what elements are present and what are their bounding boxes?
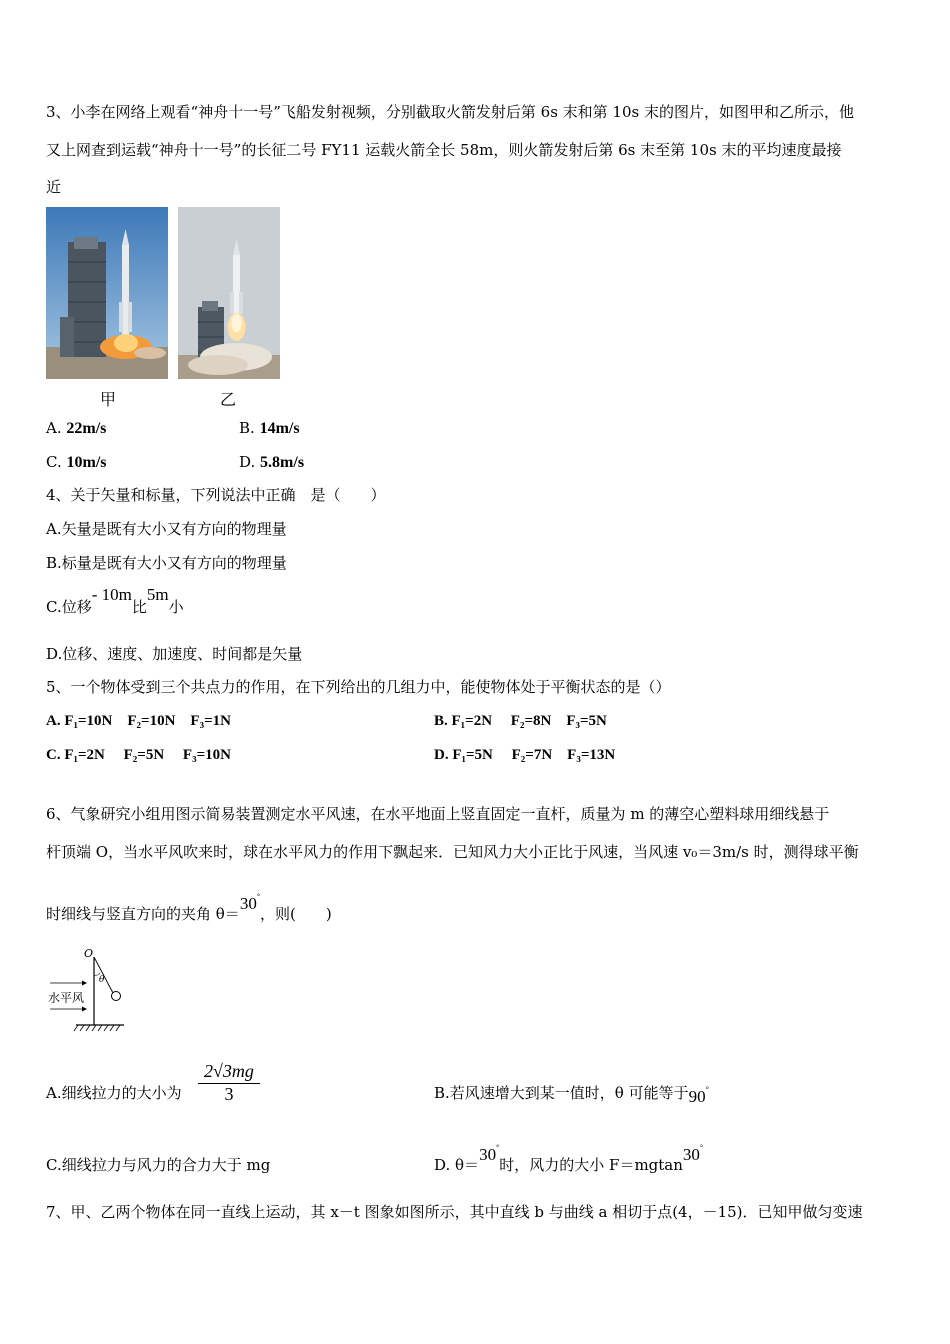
q6-stem-line2: 杆顶端 O，当水平风吹来时，球在水平风力的作用下飘起来．已知风力大小正比于风速，当风速 v₀＝3m/s 时，测得球平衡: [46, 843, 859, 861]
degree-mark: °: [256, 892, 261, 901]
q4-option-c: [46, 585, 184, 617]
degree-mark: °: [699, 1143, 704, 1152]
photo-caption-yi: 乙: [220, 390, 237, 409]
q4-stem: 4、关于矢量和标量，下列说法中正确 是（ ）: [46, 486, 386, 504]
option-a-text: A.细线拉力的大小为: [46, 1084, 182, 1102]
q5-option-c: C. F₁=2N F₂=5N F₃=10N: [46, 747, 231, 763]
option-value: 10m/s: [66, 454, 107, 471]
q5-option-b: B. F₁=2N F₂=8N F₃=5N: [434, 713, 607, 729]
q4-option-d: D.位移、速度、加速度、时间都是矢量: [46, 645, 303, 663]
option-b-text: B.若风速增大到某一值时，θ 可能等于: [434, 1084, 689, 1102]
option-value: 22m/s: [66, 420, 107, 437]
q6-line3-suffix: ，则( ): [260, 905, 332, 923]
option-c-compare: 比: [131, 598, 147, 616]
angle-30: [683, 1145, 703, 1164]
q6-line3-prefix: 时细线与竖直方向的夹角 θ＝: [46, 905, 240, 923]
q3-stem-line3: 近: [46, 178, 62, 196]
q5-stem: 5、一个物体受到三个共点力的作用，在下列给出的几组力中，能使物体处于平衡状态的是（）: [46, 678, 671, 696]
angle-value: 90: [688, 1087, 706, 1106]
option-label: A.: [46, 419, 62, 437]
rocket-launch-photo-a: [46, 207, 168, 379]
fraction-2sqrt3mg-over-3: [198, 1061, 260, 1105]
angle-30: [240, 894, 260, 913]
degree-mark: °: [705, 1085, 709, 1094]
q6-option-b: [434, 1083, 709, 1106]
angle-value: 30: [239, 894, 257, 913]
option-d-middle: 时，风力的大小 F＝mgtan: [499, 1156, 683, 1174]
angle-90: [689, 1087, 709, 1106]
q6-option-c: C.细线拉力与风力的合力大于 mg: [46, 1156, 271, 1174]
fraction-numerator: 2√3mg: [198, 1061, 260, 1084]
q5-option-d: D. F₁=5N F₂=7N F₃=13N: [434, 747, 616, 763]
angle-value: 30: [479, 1145, 497, 1164]
option-label: C.: [46, 453, 62, 471]
rocket-launch-photo-b: [178, 207, 280, 379]
degree-mark: °: [496, 1143, 500, 1152]
fig-label-wind: 水平风: [48, 991, 85, 1005]
angle-30: [479, 1145, 499, 1164]
wind-device-diagram: [46, 945, 136, 1035]
q3-option-d: [239, 452, 304, 473]
q3-option-b: [239, 418, 300, 439]
q4-option-a: A.矢量是既有大小又有方向的物理量: [46, 520, 287, 538]
photo-caption-jia: 甲: [100, 390, 117, 409]
fig-label-o: O: [84, 947, 94, 960]
option-c-prefix: C.位移: [46, 598, 92, 616]
q7-stem-line1: 7、甲、乙两个物体在同一直线上运动，其 x－t 图象如图所示，其中直线 b 与曲线 a 相切于点(4，－15)．已知甲做匀变速: [46, 1203, 863, 1221]
q3-stem-line1: 3、小李在网络上观看“神舟十一号”飞船发射视频，分别截取火箭发射后第 6s 末和第 10s 末的图片，如图甲和乙所示，他: [46, 103, 854, 121]
q4-option-b: B.标量是既有大小又有方向的物理量: [46, 554, 287, 572]
angle-value: 30: [682, 1145, 700, 1164]
q3-option-a: [46, 418, 106, 439]
option-label: D.: [239, 453, 256, 471]
q3-stem-line2: 又上网查到运载“神舟十一号”的长征二号 FY11 运载火箭全长 58m，则火箭发射后第 6s 末至第 10s 末的平均速度最接: [46, 141, 842, 159]
q6-option-a: [46, 1083, 182, 1103]
q6-stem-line1: 6、气象研究小组用图示简易装置测定水平风速，在水平地面上竖直固定一直杆，质量为 m 的薄空心塑料球用细线悬于: [46, 805, 830, 823]
fig-label-theta: θ: [99, 975, 105, 985]
option-c-suffix: 小: [168, 598, 184, 616]
q3-option-c: [46, 452, 107, 473]
value-5m: 5m: [146, 585, 169, 604]
value-minus-10m: - 10m: [91, 585, 132, 604]
q5-option-a: A. F₁=10N F₂=10N F₃=1N: [46, 713, 231, 729]
option-value: 14m/s: [259, 420, 300, 437]
option-d-prefix: D. θ＝: [434, 1156, 480, 1174]
option-label: B.: [239, 419, 255, 437]
fraction-denominator: 3: [224, 1084, 234, 1104]
option-value: 5.8m/s: [260, 454, 305, 471]
q6-option-d: [434, 1143, 704, 1178]
q6-stem-line3: [46, 892, 332, 927]
